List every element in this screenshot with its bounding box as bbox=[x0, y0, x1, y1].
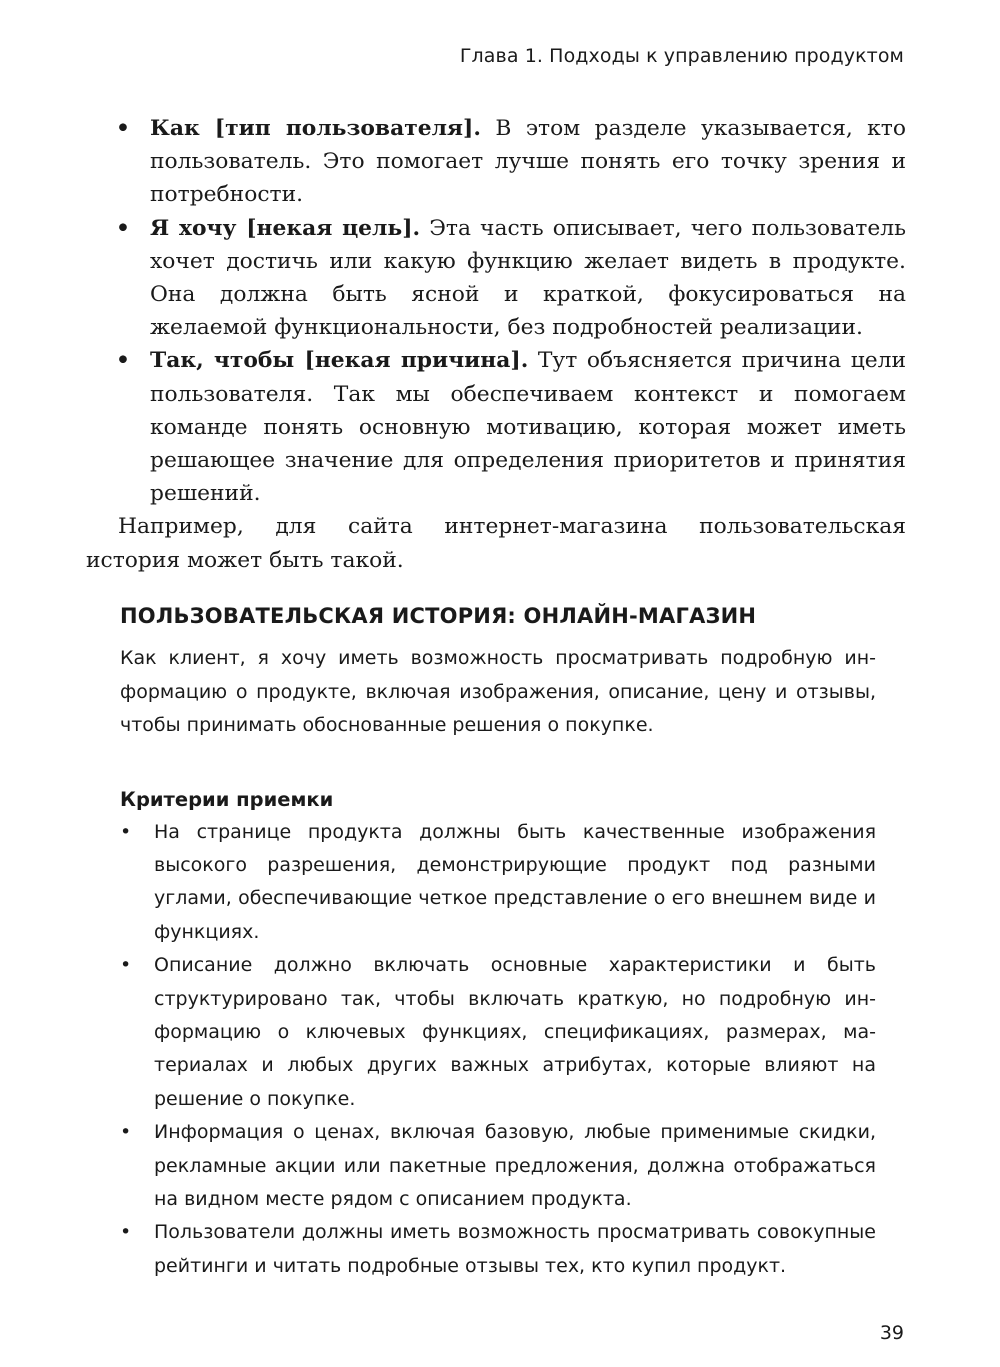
list-item-lead: Я хочу [некая цель]. bbox=[150, 215, 421, 241]
list-item-lead: Так, чтобы [некая причина]. bbox=[150, 348, 529, 374]
main-text bbox=[86, 112, 906, 577]
user-story-box bbox=[120, 600, 876, 1283]
bullet-icon: • bbox=[120, 1121, 132, 1144]
list-item-text: Тут объясняется причина цели пользователя. Так мы обеспечиваем контекст и помогаем команде понять основную мотивацию, которая может иметь решающее значение для определения приоритетов и принятия решений. bbox=[150, 348, 906, 507]
list-item-lead: Как [тип пользователя]. bbox=[150, 116, 481, 141]
list-item bbox=[86, 112, 906, 212]
list-item-text: В этом разделе указывается, кто пользователь. Это помогает лучше понять его точку зрения и потребности. bbox=[150, 116, 906, 208]
criteria-text: Описание должно включать основные характеристики и быть структурировано так, чтобы включать краткую, но подробную информацию о ключевых функциях, спецификациях, размерах, материалах и любых других важных атрибутах, которые влияют на решение о покупке. bbox=[154, 954, 876, 1110]
list-item bbox=[120, 1116, 876, 1216]
story-parts-list bbox=[86, 112, 906, 510]
user-story-text: Как клиент, я хочу иметь возможность просматривать подробную информацию о продукте, включая изображения, описание, цену и отзывы, чтобы принимать обоснованные решения о покупке. bbox=[120, 647, 876, 736]
criteria-text: Пользователи должны иметь возможность просматривать совокупные рейтинги и читать подробные отзывы тех, кто купил продукт. bbox=[154, 1221, 876, 1277]
criteria-heading: Критерии приемки bbox=[120, 787, 334, 811]
bullet-icon: • bbox=[120, 1221, 132, 1244]
list-item bbox=[86, 344, 906, 510]
bullet-icon: • bbox=[120, 820, 132, 843]
list-item-text: Эта часть описывает, чего пользователь хочет достичь или какую функцию желает видеть в продукте. Она должна быть ясной и краткой, фокусироваться на желаемой функциональности, без подробностей реализации. bbox=[150, 215, 906, 341]
criteria-list bbox=[120, 816, 876, 1284]
list-item bbox=[86, 212, 906, 345]
page-number: 39 bbox=[879, 1322, 904, 1344]
example-paragraph: Например, для сайта интернет-магазина пользовательская история может быть такой. bbox=[86, 514, 906, 573]
box-title: ПОЛЬЗОВАТЕЛЬСКАЯ ИСТОРИЯ: ОНЛАЙН-МАГАЗИН bbox=[120, 604, 757, 628]
criteria-text: Информация о ценах, включая базовую, любые применимые скидки, рекламные акции или пакетные предложения, должна отображаться на видном месте рядом с описанием продукта. bbox=[154, 1121, 876, 1210]
list-item bbox=[120, 816, 876, 950]
list-item bbox=[120, 949, 876, 1116]
bullet-icon: • bbox=[120, 954, 132, 977]
list-item bbox=[120, 1216, 876, 1283]
running-header: Глава 1. Подходы к управлению продуктом bbox=[459, 45, 904, 67]
criteria-text: На странице продукта должны быть качественные изображения высокого разрешения, демонстрирующие продукт под разными углами, обеспечивающие четкое представление о его внешнем виде и функциях. bbox=[154, 820, 876, 943]
bullet-icon: • bbox=[116, 215, 130, 241]
bullet-icon: • bbox=[116, 348, 130, 374]
bullet-icon: • bbox=[116, 116, 130, 141]
